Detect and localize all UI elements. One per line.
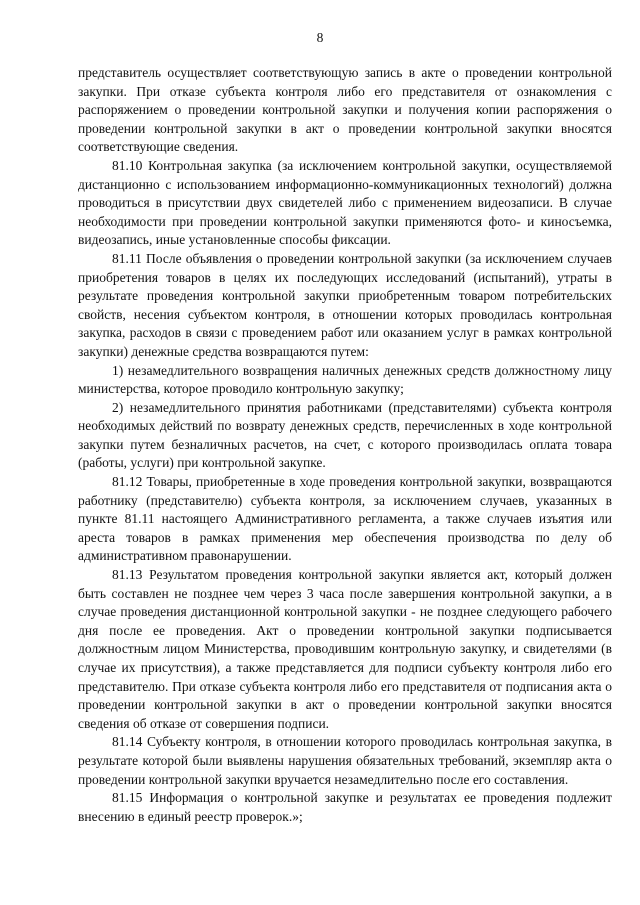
paragraph-81-11: 81.11 После объявления о проведении контрольной закупки (за исключением случаев приобретения товаров в целях их последующих исследований (испытаний), утраты в результате проведения контрольной закупки приобретенным товаром потребительских свойств, несения субъектом контроля, в отношении которых проводилась контрольная закупка, расходов в связи с проведением работ или оказанием услуг в рамках контрольной закупки) денежные средства возвращаются путем:	[78, 250, 612, 359]
paragraph-81-10: 81.10 Контрольная закупка (за исключением контрольной закупки, осуществляемой дистанционно с использованием информационно-коммуникационных технологий) должна проводиться в присутствии двух свидетелей либо с применением видеозаписи. В случае необходимости при проведении контрольной закупки применяются фото- и киносъемка, видеозапись, иные установленные способы фиксации.	[78, 157, 612, 248]
list-item-1: 1) незамедлительного возвращения наличных денежных средств должностному лицу министерства, которое проводило контрольную закупку;	[78, 362, 612, 397]
paragraph-81-13: 81.13 Результатом проведения контрольной закупки является акт, который должен быть составлен не позднее чем через 3 часа после завершения контрольной закупки, а в случае проведения дистанционной контрольной закупки - не позднее следующего рабочего дня после ее проведения. Акт о проведении контрольной закупки подписывается должностным лицом Министерства, проводившим контрольную закупку, и свидетелями (в случае их присутствия), а также представляется для подписи субъекту контроля либо его представителю. При отказе субъекта контроля либо его представителя от подписания акта о проведении контрольной закупки в акт о проведении контрольной закупки вносятся сведения об отказе от совершения подписи.	[78, 567, 612, 731]
paragraph-81-14: 81.14 Субъекту контроля, в отношении которого проводилась контрольная закупка, в результате которой были выявлены нарушения обязательных требований, экземпляр акта о проведении контрольной закупки вручается незамедлительно после его составления.	[78, 734, 612, 787]
paragraph-continuation: представитель осуществляет соответствующую запись в акте о проведении контрольной закупки. При отказе субъекта контроля либо его представителя от ознакомления с распоряжением о проведении контрольной закупки и получения копии распоряжения о проведении контрольной закупки в акт о проведении контрольной закупки вносятся соответствующие сведения.	[78, 65, 612, 155]
list-item-2: 2) незамедлительного принятия работниками (представителями) субъекта контроля необходимых действий по возврату денежных средств, перечисленных в ходе контрольной закупки путем безналичных расчетов, на счет, с которого производилась оплата товара (работы, услуги) при контрольной закупке.	[78, 399, 612, 471]
paragraph-81-15: 81.15 Информация о контрольной закупке и результатах ее проведения подлежит внесению в единый реестр проверок.»;	[78, 790, 612, 824]
document-body	[78, 64, 612, 826]
paragraph-81-12: 81.12 Товары, приобретенные в ходе проведения контрольной закупки, возвращаются работнику (представителю) субъекта контроля, за исключением случаев, указанных в пункте 81.11 настоящего Административного регламента, а также случаев изъятия или ареста товаров в рамках применения мер обеспечения производства по делу об административном правонарушении.	[78, 474, 612, 564]
page-number: 8	[316, 30, 324, 45]
